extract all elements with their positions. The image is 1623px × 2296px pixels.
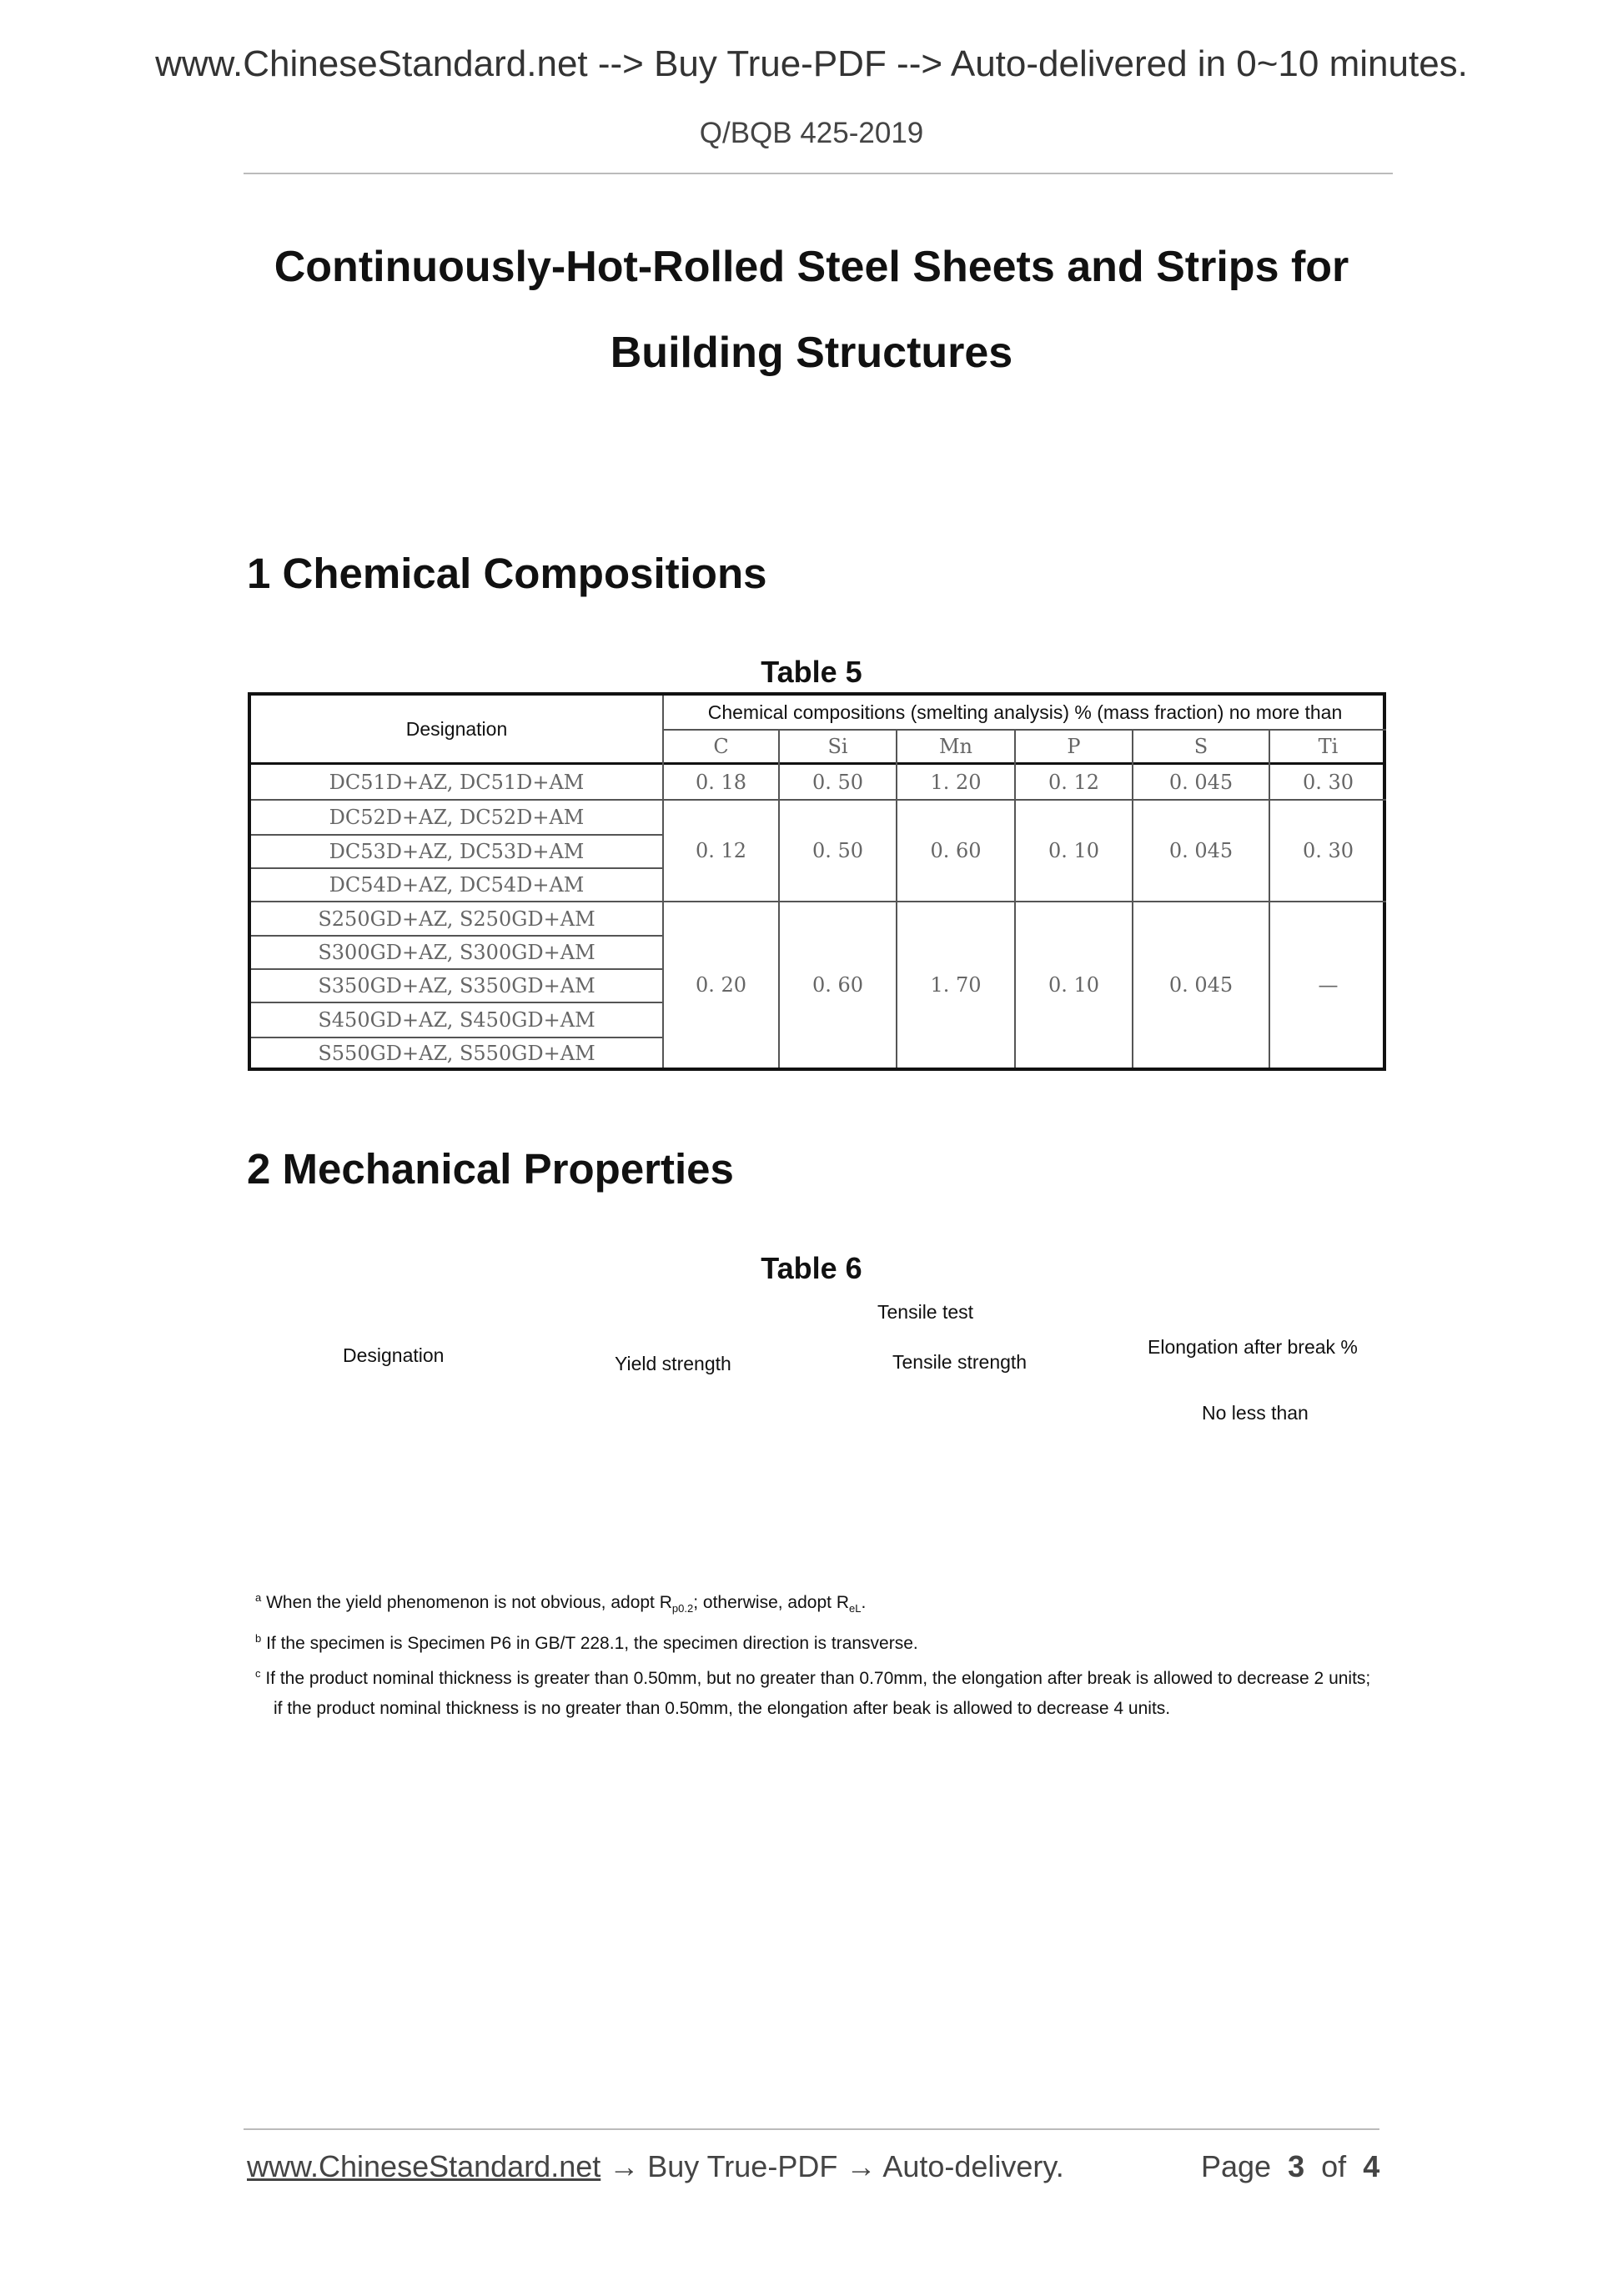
column-header-p: P [1067,735,1081,758]
source-banner: www.ChineseStandard.net --> Buy True-PDF --> Auto-delivered in 0~10 minutes. [155,43,1468,84]
note-b: $^b$ If the specimen is Specimen P6 in GB/T 228.1, the specimen direction is transverse. [255,1632,918,1654]
value-cell: 0. 12 [1048,770,1100,794]
footer-delivery [247,2149,1064,2184]
value-cell: 0. 60 [930,839,982,862]
value-cell: 0. 30 [1302,839,1354,862]
designation-cell: S250GD+AZ, S250GD+AM [318,907,595,931]
value-cell: — [1318,973,1339,997]
designation-cell: DC53D+AZ, DC53D+AM [329,840,585,863]
value-cell: 0. 18 [695,770,747,794]
column-header-c: C [713,735,729,758]
no-less-than-label: No less than [1202,1402,1309,1424]
designation-cell: S300GD+AZ, S300GD+AM [318,941,595,964]
value-cell: 0. 045 [1168,973,1234,997]
value-cell: 1. 70 [930,973,982,997]
yield-strength-header: Yield strength [615,1353,731,1374]
chemical-composition-table [248,692,1386,1071]
column-header-ti: Ti [1318,735,1339,758]
elongation-header: Elongation after break % [1148,1336,1358,1358]
designation-cell: S450GD+AZ, S450GD+AM [318,1008,595,1032]
value-cell: 0. 045 [1168,770,1234,794]
note-a: $^a$ When the yield phenomenon is not obvious, adopt $R_{p0.2}$; otherwise, adopt $R_{eL}$. [255,1591,867,1615]
header-divider [244,173,1393,174]
value-cell: 1. 20 [930,770,982,794]
value-cell: 0. 50 [812,770,864,794]
document-title-line2: Building Structures [610,329,1013,377]
table5-caption: Table 5 [761,655,862,689]
note-c-continued: if the product nominal thickness is no greater than 0.50mm, the elongation after beak is allowed to decrease 4 units. [274,1699,1171,1719]
designation-header: Designation [405,717,508,740]
table-notes [255,1583,1398,1724]
composition-group-header: Chemical compositions (smelting analysis) % (mass fraction) no more than [707,701,1343,723]
column-header-si: Si [827,735,848,758]
value-cell: 0. 12 [695,839,747,862]
section-heading-chemical: 1 Chemical Compositions [247,550,767,597]
section-heading-mechanical: 2 Mechanical Properties [247,1145,734,1193]
value-cell: 0. 10 [1048,973,1100,997]
designation-cell: DC52D+AZ, DC52D+AM [329,806,585,829]
footer-delivery-text: → Buy True-PDF → Auto-delivery. [600,2149,1064,2183]
designation-cell: S550GD+AZ, S550GD+AM [318,1041,595,1065]
value-cell: 0. 10 [1048,839,1100,862]
standard-code: Q/BQB 425-2019 [699,117,924,149]
value-cell: 0. 20 [695,973,747,997]
column-header-mn: Mn [938,735,973,758]
page-current: 3 [1288,2149,1305,2183]
table6-caption: Table 6 [761,1251,862,1285]
tensile-strength-header: Tensile strength [892,1351,1028,1373]
value-cell: 0. 045 [1168,839,1234,862]
designation-cell: DC51D+AZ, DC51D+AM [329,770,585,794]
column-header-s: S [1193,735,1208,758]
document-title-line1: Continuously-Hot-Rolled Steel Sheets and Strips for [274,243,1349,291]
value-cell: 0. 50 [812,839,864,862]
value-cell: 0. 60 [812,973,864,997]
page-indicator: Page 3 of 4 [1201,2149,1380,2183]
tensile-test-header: Tensile test [877,1301,974,1323]
footer-site-link[interactable]: www.ChineseStandard.net [247,2149,601,2183]
designation-header-t6: Designation [343,1344,445,1366]
designation-cell: S350GD+AZ, S350GD+AM [318,974,595,997]
designation-cell: DC54D+AZ, DC54D+AM [329,873,585,897]
value-cell: 0. 30 [1302,770,1354,794]
note-c: $^c$ If the product nominal thickness is greater than 0.50mm, but no greater than 0.70mm, the elongation after break is allowed to decrease 2 units; [255,1667,1371,1689]
footer-divider [244,2128,1379,2130]
page-total: 4 [1363,2149,1380,2183]
